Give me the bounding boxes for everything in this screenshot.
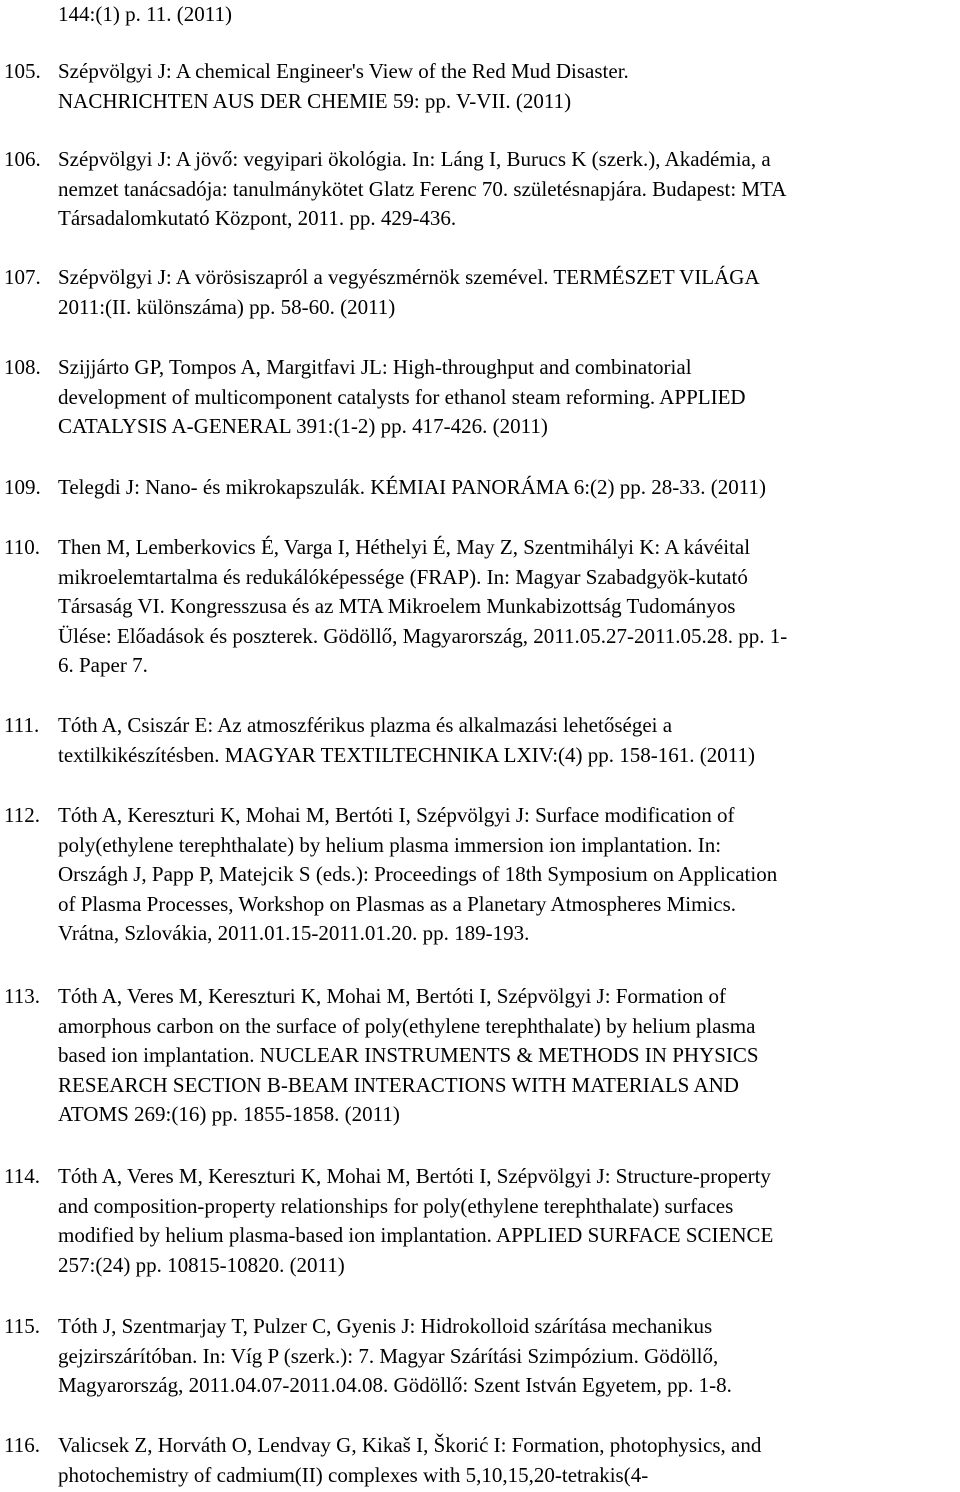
reference-text: [58, 533, 958, 681]
reference-line: Szépvölgyi J: A chemical Engineer's View of the Red Mud Disaster.: [58, 59, 629, 83]
reference-line: Ülése: Előadások és poszterek. Gödöllő, Magyarország, 2011.05.27-2011.05.28. pp. 1-: [58, 623, 788, 648]
reference-line: Tóth A, Kereszturi K, Mohai M, Bertóti I, Szépvölgyi J: Surface modification of: [58, 803, 735, 827]
reference-line: and composition-property relationships for poly(ethylene terephthalate) surfaces: [58, 1193, 734, 1218]
reference-line: development of multicomponent catalysts for ethanol steam reforming. APPLIED: [58, 384, 746, 409]
reference-line: Tóth A, Csiszár E: Az atmoszférikus plazma és alkalmazási lehetőségei a: [58, 713, 673, 737]
reference-line: 2011:(II. különszáma) pp. 58-60. (2011): [58, 294, 396, 319]
reference-text: [58, 263, 958, 322]
reference-line: ATOMS 269:(16) pp. 1855-1858. (2011): [58, 1102, 400, 1126]
reference-line: photochemistry of cadmium(II) complexes with 5,10,15,20-tetrakis(4-: [58, 1462, 649, 1487]
reference-line: CATALYSIS A-GENERAL 391:(1-2) pp. 417-426. (2011): [58, 414, 548, 438]
reference-line: based ion implantation. NUCLEAR INSTRUMENTS & METHODS IN PHYSICS: [58, 1043, 759, 1067]
reference-line: RESEARCH SECTION B-BEAM INTERACTIONS WITH MATERIALS AND: [58, 1072, 739, 1097]
reference-number: 111.: [4, 713, 40, 737]
reference-line: Tóth J, Szentmarjay T, Pulzer C, Gyenis J: Hidrokolloid szárítása mechanikus: [58, 1314, 713, 1338]
reference-number: 108.: [4, 355, 41, 379]
reference-line: poly(ethylene terephthalate) by helium plasma immersion ion implantation. In:: [58, 832, 722, 857]
reference-number: 106.: [4, 147, 41, 171]
reference-line: Tóth A, Veres M, Kereszturi K, Mohai M, Bertóti I, Szépvölgyi J: Formation of: [58, 984, 727, 1008]
reference-line: mikroelemtartalma és redukálóképessége (FRAP). In: Magyar Szabadgyök-kutató: [58, 564, 748, 589]
reference-line: 257:(24) pp. 10815-10820. (2011): [58, 1252, 345, 1277]
reference-line: Társaság VI. Kongresszusa és az MTA Mikroelem Munkabizottság Tudományos: [58, 594, 736, 618]
reference-line: Szépvölgyi J: A jövő: vegyipari ökológia. In: Láng I, Burucs K (szerk.), Akadémia, a: [58, 147, 771, 171]
reference-number: 113.: [4, 984, 40, 1008]
reference-line: NACHRICHTEN AUS DER CHEMIE 59: pp. V-VII. (2011): [58, 88, 572, 113]
reference-text: [58, 801, 958, 949]
reference-text: [58, 473, 958, 503]
reference-number: 107.: [4, 265, 41, 289]
reference-line: Telegdi J: Nano- és mikrokapszulák. KÉMIAI PANORÁMA 6:(2) pp. 28-33. (2011): [58, 475, 766, 499]
reference-text: [58, 1162, 958, 1280]
reference-line: Magyarország, 2011.04.07-2011.04.08. Gödöllő: Szent István Egyetem, pp. 1-8.: [58, 1373, 732, 1397]
reference-text: [58, 982, 958, 1130]
reference-text: [58, 1312, 958, 1401]
reference-line: 6. Paper 7.: [58, 653, 148, 677]
reference-line: textilkikészítésben. MAGYAR TEXTILTECHNIKA LXIV:(4) pp. 158-161. (2011): [58, 742, 755, 767]
reference-text: [58, 57, 958, 116]
reference-text: [58, 353, 958, 442]
reference-line: Szépvölgyi J: A vörösiszapról a vegyészmérnök szemével. TERMÉSZET VILÁGA: [58, 265, 760, 289]
reference-text: [58, 1431, 958, 1490]
reference-line: gejzirszárítóban. In: Víg P (szerk.): 7. Magyar Szárítási Szimpózium. Gödöllő,: [58, 1343, 719, 1368]
reference-text: [58, 711, 958, 770]
reference-number: 110.: [4, 535, 40, 559]
reference-text: [58, 145, 958, 234]
reference-number: 116.: [4, 1433, 40, 1457]
reference-number: 115.: [4, 1314, 40, 1338]
reference-line: Then M, Lemberkovics É, Varga I, Héthelyi É, May Z, Szentmihályi K: A kávéital: [58, 535, 751, 559]
reference-number: 109.: [4, 475, 41, 499]
reference-number: 112.: [4, 803, 40, 827]
reference-number: 105.: [4, 59, 41, 83]
reference-line: of Plasma Processes, Workshop on Plasmas as a Planetary Atmospheres Mimics.: [58, 891, 737, 916]
reference-line: Országh J, Papp P, Matejcik S (eds.): Proceedings of 18th Symposium on Application: [58, 862, 778, 886]
reference-line: Társadalomkutató Központ, 2011. pp. 429-436.: [58, 206, 457, 230]
reference-line: Valicsek Z, Horváth O, Lendvay G, Kikaš I, Škorić I: Formation, photophysics, and: [58, 1433, 762, 1457]
reference-line: nemzet tanácsadója: tanulmánykötet Glatz Ferenc 70. születésnapjára. Budapest: MTA: [58, 176, 787, 201]
reference-line: Vrátna, Szlovákia, 2011.01.15-2011.01.20. pp. 189-193.: [58, 921, 530, 945]
reference-line: modified by helium plasma-based ion implantation. APPLIED SURFACE SCIENCE: [58, 1223, 774, 1247]
reference-number: 114.: [4, 1164, 40, 1188]
reference-line: Szijjárto GP, Tompos A, Margitfavi JL: High-throughput and combinatorial: [58, 355, 692, 379]
reference-line: amorphous carbon on the surface of poly(ethylene terephthalate) by helium plasma: [58, 1013, 756, 1038]
reference-line: Tóth A, Veres M, Kereszturi K, Mohai M, Bertóti I, Szépvölgyi J: Structure-property: [58, 1164, 771, 1188]
header-line: 144:(1) p. 11. (2011): [58, 2, 232, 26]
